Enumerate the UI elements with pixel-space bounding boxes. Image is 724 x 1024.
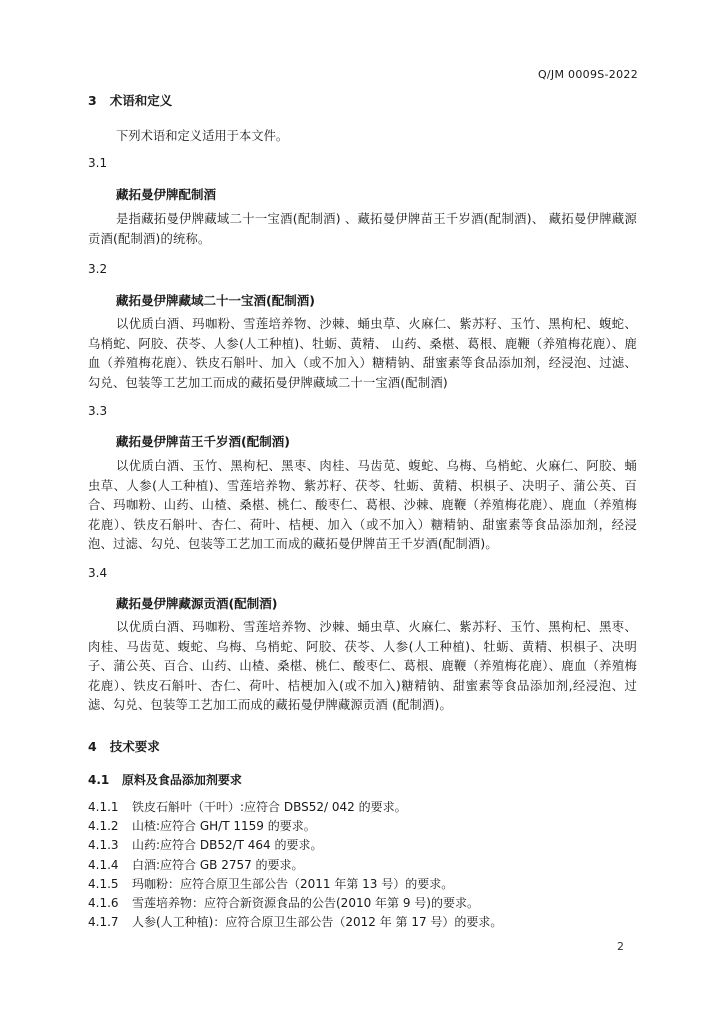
standard-code: Q/JM 0009S-2022 [537,68,638,81]
term-number: 3.4 [88,566,108,580]
list-item [88,875,502,894]
term-definition: 是指藏拓曼伊牌藏域二十一宝酒(配制酒) 、藏拓曼伊牌苗王千岁酒(配制酒)、 藏拓曼伊牌藏源贡酒(配制酒)的统称。 [88,212,637,246]
list-item [88,913,502,932]
section-title: 技术要求 [109,739,160,754]
term-title: 藏拓曼伊牌苗王千岁酒(配制酒) [116,434,290,449]
section-3-intro: 下列术语和定义适用于本文件。 [116,129,289,143]
item-text: 人参(人工种植)：应符合原卫生部公告（2012 年 第 17 号）的要求。 [132,915,503,930]
item-number: 4.1.7 [88,915,119,930]
subsection-title: 原料及食品添加剂要求 [121,773,242,787]
list-item [88,798,502,817]
subsection-4-1-heading [88,771,242,788]
list-item [88,836,502,855]
term-number: 3.3 [88,404,108,418]
section-number: 4 [88,739,97,754]
subsection-number: 4.1 [88,773,110,787]
term-title: 藏拓曼伊牌藏源贡酒(配制酒) [116,596,278,611]
item-text: 雪莲培养物：应符合新资源食品的公告(2010 年第 9 号)的要求。 [132,895,479,910]
section-4-heading [88,737,160,755]
list-item [88,817,502,836]
requirements-list [88,798,502,932]
item-number: 4.1.3 [88,838,119,853]
page-number: 2 [617,940,624,953]
item-number: 4.1.4 [88,857,119,872]
section-number: 3 [88,93,97,108]
term-number: 3.2 [88,262,108,276]
term-definition: 以优质白酒、玛咖粉、雪莲培养物、沙棘、蛹虫草、火麻仁、紫苏籽、玉竹、黑枸杞、蝮蛇、乌梢蛇、阿胶、茯苓、人参(人工种植)、牡蛎、黄精、 山药、桑椹、葛根、鹿鞭（养殖梅花鹿）、鹿血（养殖梅花鹿）、铁皮石斛叶、加入（或不加入）糖精钠、甜蜜素等食品添加剂，经浸泡、过滤、勾兑、包装等工艺加工而成的藏拓曼伊牌藏域二十一宝酒(配制酒) [88,317,637,390]
item-text: 白酒:应符合 GB 2757 的要求。 [132,857,304,872]
item-number: 4.1.2 [88,819,119,834]
term-number: 3.1 [88,156,108,170]
list-item [88,856,502,875]
item-text: 铁皮石斛叶（干叶）:应符合 DBS52/ 042 的要求。 [132,800,407,814]
item-text: 山楂:应符合 GH/T 1159 的要求。 [132,819,316,834]
section-title: 术语和定义 [109,93,173,108]
term-title: 藏拓曼伊牌藏域二十一宝酒(配制酒) [116,293,315,308]
item-number: 4.1.1 [88,800,119,814]
item-text: 山药:应符合 DB52/T 464 的要求。 [132,838,323,853]
list-item [88,894,502,913]
term-definition: 以优质白酒、玛咖粉、雪莲培养物、沙棘、蛹虫草、火麻仁、紫苏籽、玉竹、黑枸杞、黑枣、肉桂、马齿苋、蝮蛇、乌梅、乌梢蛇、阿胶、茯苓、人参(人工种植)、牡蛎、黄精、枳椇子、决明子、蒲公英、百合、山药、山楂、桑椹、桃仁、酸枣仁、葛根、鹿鞭（养殖梅花鹿）、鹿血（养殖梅花鹿）、铁皮石斛叶、杏仁、荷叶、桔梗加入(或不加入)糖精钠、甜蜜素等食品添加剂,经浸泡、过滤、勾兑、包装等工艺加工而成的藏拓曼伊牌藏源贡酒 (配制酒)。 [88,620,637,712]
section-3-heading [88,91,172,109]
item-number: 4.1.5 [88,876,119,891]
item-text: 玛咖粉：应符合原卫生部公告（2011 年第 13 号）的要求。 [132,876,454,891]
term-title: 藏拓曼伊牌配制酒 [116,187,217,202]
item-number: 4.1.6 [88,895,119,910]
term-definition: 以优质白酒、玉竹、黑枸杞、黑枣、肉桂、马齿苋、蝮蛇、乌梅、乌梢蛇、火麻仁、阿胶、蛹虫草、人参(人工种植)、雪莲培养物、紫苏籽、茯苓、牡蛎、黄精、枳椇子、决明子、蒲公英、百合、玛咖粉、山药、山楂、桑椹、桃仁、酸枣仁、葛根、沙棘、鹿鞭（养殖梅花鹿）、鹿血（养殖梅花鹿）、铁皮石斛叶、杏仁、荷叶、桔梗、加入（或不加入）糖精钠、甜蜜素等食品添加剂，经浸泡、过滤、勾兑、包装等工艺加工而成的藏拓曼伊牌苗王千岁酒(配制酒)。 [88,459,637,551]
